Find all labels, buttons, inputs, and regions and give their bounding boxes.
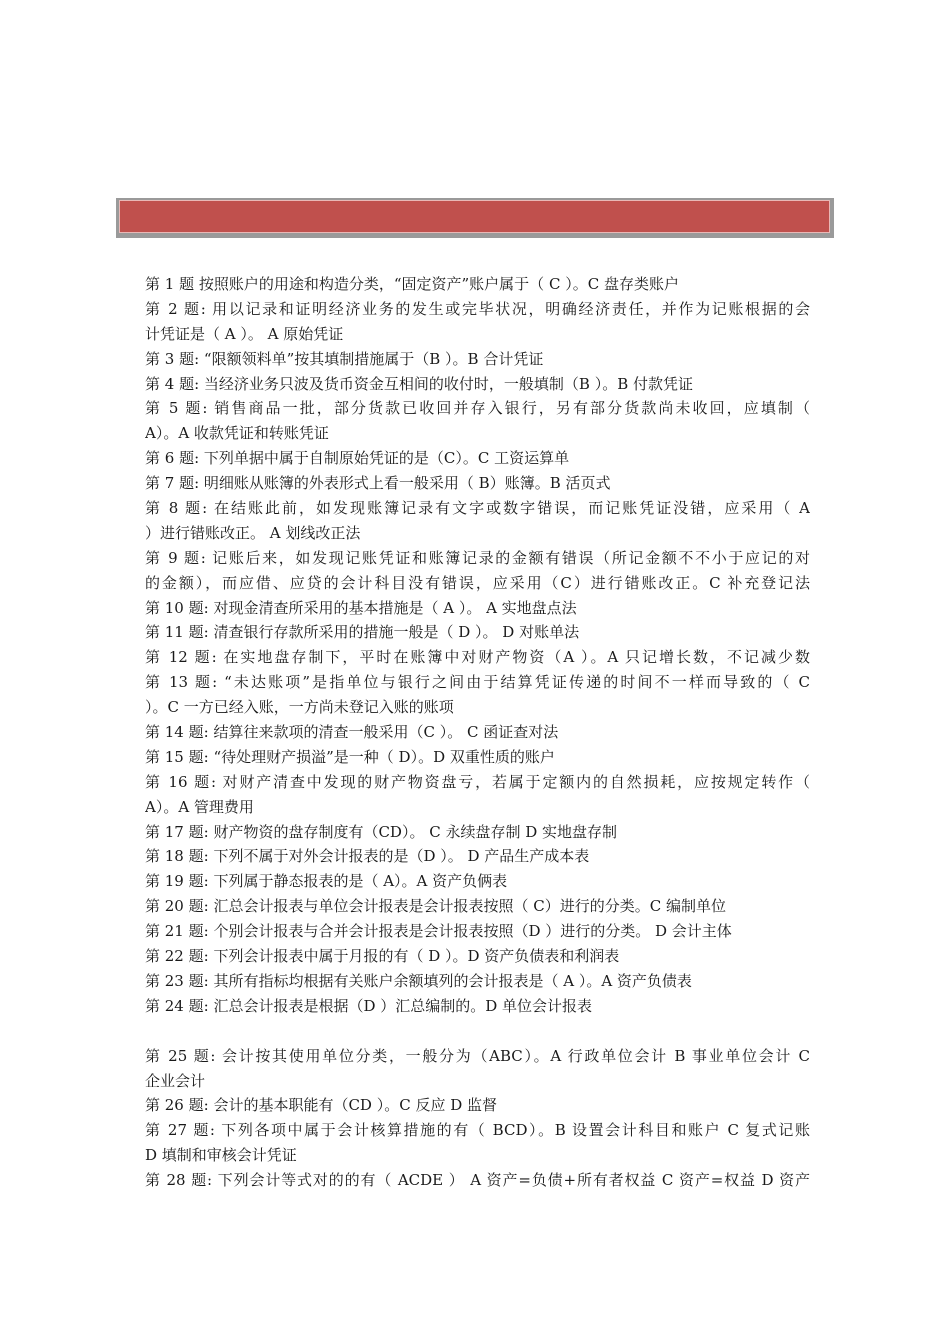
text-line: 第 11 题: 清查银行存款所采用的措施一般是（ D ）。 D 对账单法 bbox=[145, 623, 580, 642]
text-line: 第 21 题: 个别会计报表与合并会计报表是会计报表按照（D ）进行的分类。 D 会计主体 bbox=[145, 922, 732, 941]
text-line: 第 12 题: 在实地盘存制下，平时在账簿中对财产物资（A ）。A 只记增长数，不记减少数 bbox=[145, 648, 810, 667]
question-block-1 bbox=[145, 272, 810, 1019]
text-line: 第 25 题: 会计按其使用单位分类，一般分为（ABC）。A 行政单位会计 B 事业单位会计 C bbox=[145, 1046, 810, 1065]
text-line: A）。A 管理费用 bbox=[145, 797, 254, 816]
text-line: 第 3 题: “限额领料单”按其填制措施属于（B ）。B 合计凭证 bbox=[145, 349, 544, 368]
text-line: 第 23 题: 其所有指标均根据有关账户余额填列的会计报表是（ A ）。A 资产负债表 bbox=[145, 971, 692, 990]
text-line: 第 24 题: 汇总会计报表是根据（D ）汇总编制的。D 单位会计报表 bbox=[145, 996, 593, 1015]
text-line: ）。C 一方已经入账，一方尚未登记入账的账项 bbox=[145, 698, 454, 717]
question-block-2 bbox=[145, 1044, 810, 1193]
text-line: 第 9 题: 记账后来，如发现记账凭证和账簿记录的金额有错误（所记金额不不小于应记的对 bbox=[145, 548, 810, 567]
text-line: 第 22 题: 下列会计报表中属于月报的有（ D ）。D 资产负债表和利润表 bbox=[145, 947, 620, 966]
text-line: 第 13 题: “未达账项”是指单位与银行之间由于结算凭证传递的时间不一样而导致的（ C bbox=[145, 673, 810, 692]
text-line: 第 20 题: 汇总会计报表与单位会计报表是会计报表按照（ C）进行的分类。C 编制单位 bbox=[145, 897, 726, 916]
text-line: A）。A 收款凭证和转账凭证 bbox=[145, 424, 329, 443]
text-line: 第 16 题: 对财产清查中发现的财产物资盘亏，若属于定额内的自然损耗，应按规定转作（ bbox=[145, 772, 810, 791]
text-line: 的金额），而应借、应贷的会计科目没有错误，应采用（C）进行错账改正。C 补充登记法 bbox=[145, 573, 810, 592]
text-line: D 填制和审核会计凭证 bbox=[145, 1146, 297, 1165]
question-list bbox=[145, 272, 810, 1193]
block-gap bbox=[145, 1019, 810, 1044]
text-line: 第 7 题: 明细账从账簿的外表形式上看一般采用（ B）账簿。B 活页式 bbox=[145, 474, 611, 493]
text-line: 第 10 题: 对现金清查所采用的基本措施是（ A ）。 A 实地盘点法 bbox=[145, 598, 577, 617]
text-line: 第 18 题: 下列不属于对外会计报表的是（D ）。 D 产品生产成本表 bbox=[145, 847, 590, 866]
text-line: 企业会计 bbox=[145, 1071, 206, 1090]
text-line: 第 15 题: “待处理财产损溢”是一种（ D）。D 双重性质的账户 bbox=[145, 747, 555, 766]
text-line: 第 6 题: 下列单据中属于自制原始凭证的是（C）。C 工资运算单 bbox=[145, 449, 570, 468]
text-line: 第 17 题: 财产物资的盘存制度有（CD）。 C 永续盘存制 D 实地盘存制 bbox=[145, 822, 618, 841]
text-line: ）进行错账改正。 A 划线改正法 bbox=[145, 523, 361, 542]
text-line: 第 28 题: 下列会计等式对的的有（ ACDE ） A 资产=负债+所有者权益 C 资产=权益 D 资产 bbox=[145, 1171, 810, 1190]
header-banner bbox=[119, 200, 830, 233]
text-line: 第 19 题: 下列属于静态报表的是（ A）。A 资产负俩表 bbox=[145, 872, 508, 891]
text-line: 第 8 题: 在结账此前，如发现账簿记录有文字或数字错误，而记账凭证没错，应采用（ A bbox=[145, 499, 810, 518]
text-line: 第 1 题 按照账户的用途和构造分类，“固定资产”账户属于（ C ）。C 盘存类账户 bbox=[145, 275, 679, 293]
text-line: 第 2 题: 用以记录和证明经济业务的发生或完毕状况，明确经济责任，并作为记账根据的会 bbox=[145, 299, 810, 318]
text-line: 第 14 题: 结算往来款项的清查一般采用（C ）。 C 函证查对法 bbox=[145, 723, 559, 742]
text-line: 第 4 题: 当经济业务只波及货币资金互相间的收付时，一般填制（B ）。B 付款凭证 bbox=[145, 374, 693, 393]
text-line: 第 26 题: 会计的基本职能有（CD ）。C 反应 D 监督 bbox=[145, 1096, 498, 1115]
text-line: 第 5 题: 销售商品一批，部分货款已收回并存入银行，另有部分货款尚未收回，应填制（ bbox=[145, 399, 810, 418]
text-line: 计凭证是（ A ）。 A 原始凭证 bbox=[145, 324, 344, 343]
text-line: 第 27 题: 下列各项中属于会计核算措施的有（ BCD）。B 设置会计科目和账户 C 复式记账 bbox=[145, 1121, 810, 1140]
